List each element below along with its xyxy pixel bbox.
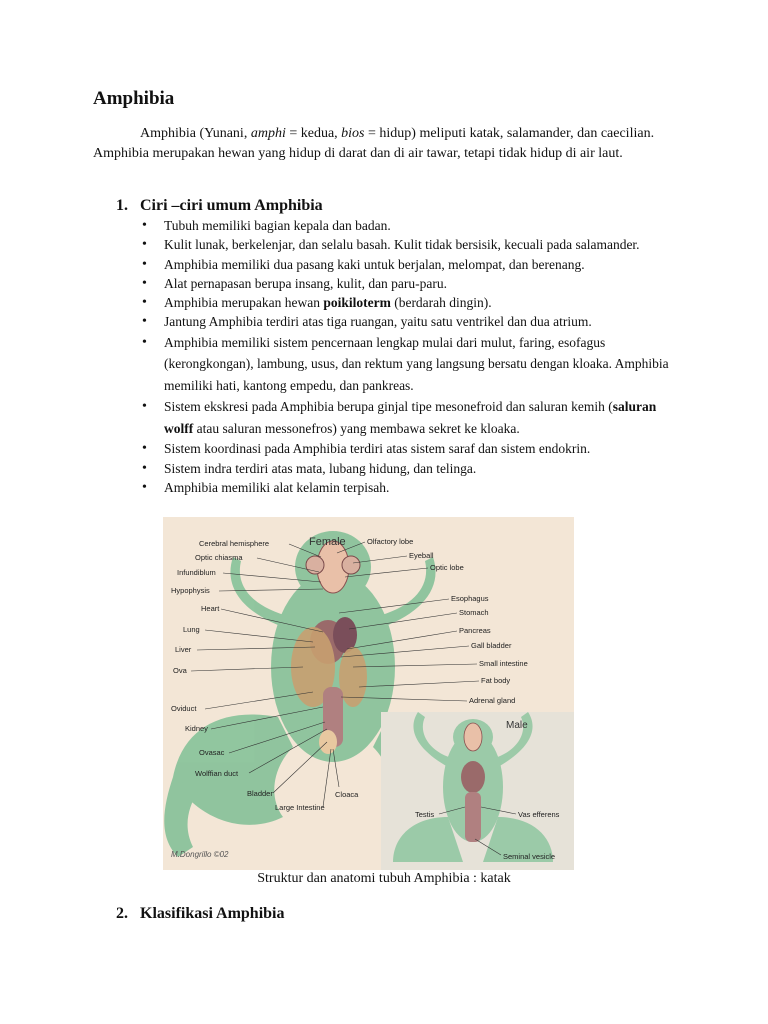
label-pancreas: Pancreas [459,626,491,635]
label-seminal-vesicle: Seminal vesicle [503,852,556,861]
label-cloaca: Cloaca [335,790,359,799]
list-item: • Jantung Amphibia terdiri atas tiga ruangan, yaitu satu ventrikel dan dua atrium. [140,312,680,331]
section2-title: Klasifikasi Amphibia [140,905,285,922]
section2-heading [116,905,285,923]
characteristics-list [140,216,680,497]
label-vas-efferens: Vas efferens [518,810,560,819]
label-olfactory-lobe: Olfactory lobe [367,537,414,546]
list-item: • Sistem koordinasi pada Amphibia terdiri atas sistem saraf dan sistem endokrin. [140,439,680,458]
intro-part3: = hidup) meliputi katak, salamander, dan caecilian. Amphibia merupakan hewan yang hidup di darat dan di air tawar, tetapi tidak hidup di air laut. [93,126,655,161]
list-item: • Amphibia memiliki alat kelamin terpisah. [140,478,680,497]
section1-heading [116,197,323,215]
list-item [140,293,680,312]
frog-anatomy-illustration [163,517,574,870]
artist-signature: M.Dongrillo ©02 [171,850,229,859]
intro-part2: = kedua, [285,126,342,141]
label-eyeball: Eyeball [409,551,434,560]
label-wolffian-duct: Wolffian duct [195,769,239,778]
label-lung: Lung [183,625,200,634]
label-stomach: Stomach [459,608,489,617]
list-item [140,396,680,439]
list-item: • Sistem indra terdiri atas mata, lubang hidung, dan telinga. [140,459,680,478]
label-small-intestine: Small intestine [479,659,528,668]
label-optic-lobe: Optic lobe [430,563,464,572]
label-bladder: Bladder [247,789,273,798]
female-label: Female [309,536,346,548]
intro-term-bios: bios [341,126,365,141]
bold-term-poikiloterm: poikiloterm [323,295,391,311]
intro-term-amphi: amphi [250,126,286,141]
label-liver: Liver [175,645,192,654]
label-ova: Ova [173,666,187,675]
list-item: • Alat pernapasan berupa insang, kulit, dan paru-paru. [140,274,680,293]
list-item: • Tubuh memiliki bagian kepala dan badan. [140,216,680,235]
male-label: Male [506,720,528,731]
section1-number: 1. [116,197,128,214]
label-hypophysis: Hypophysis [171,586,210,595]
label-ovasac: Ovasac [199,748,225,757]
male-inset [381,712,574,870]
figure-caption: Struktur dan anatomi tubuh Amphibia : katak [257,871,511,886]
list-item: • Amphibia memiliki sistem pencernaan lengkap mulai dari mulut, faring, esofagus (kerongkongan), lambung, usus, dan rektum yang langsung bersatu dengan kloaka. Amphibia memiliki hati, kantong empedu, dan pankreas. [140,332,680,397]
label-optic-chiasma: Optic chiasma [195,553,243,562]
label-adrenal-gland: Adrenal gland [469,696,516,705]
page-title: Amphibia [93,88,175,109]
label-heart: Heart [201,604,220,613]
list-item: • Kulit lunak, berkelenjar, dan selalu basah. Kulit tidak bersisik, kecuali pada salamander. [140,235,680,254]
list-item-text: Amphibia merupakan hewan [164,295,324,311]
label-cerebral-hemisphere: Cerebral hemisphere [199,539,270,548]
list-item: • Amphibia memiliki dua pasang kaki untuk berjalan, melompat, dan berenang. [140,255,680,274]
label-kidney: Kidney [185,724,208,733]
bold-term-saluran-wolff: saluran wolff [164,399,657,436]
section1-title: Ciri –ciri umum Amphibia [140,197,323,214]
intro-part1: Amphibia (Yunani, [140,126,251,141]
list-item-text: Sistem ekskresi pada Amphibia berupa ginjal tipe mesonefroid dan saluran kemih ( [164,399,613,415]
label-testis: Testis [415,810,435,819]
frog-anatomy-figure [163,517,574,870]
label-large-intestine: Large Intestine [275,803,325,812]
section2-number: 2. [116,905,128,922]
label-gall-bladder: Gall bladder [471,641,512,650]
label-fat-body: Fat body [481,676,511,685]
list-item-text: (berdarah dingin). [390,295,492,311]
label-infundiblum: Infundiblum [177,568,216,577]
label-oviduct: Oviduct [171,704,197,713]
intro-paragraph [93,124,687,163]
label-esophagus: Esophagus [451,594,489,603]
list-item-text: atau saluran messonefros) yang membawa sekret ke kloaka. [193,420,520,436]
